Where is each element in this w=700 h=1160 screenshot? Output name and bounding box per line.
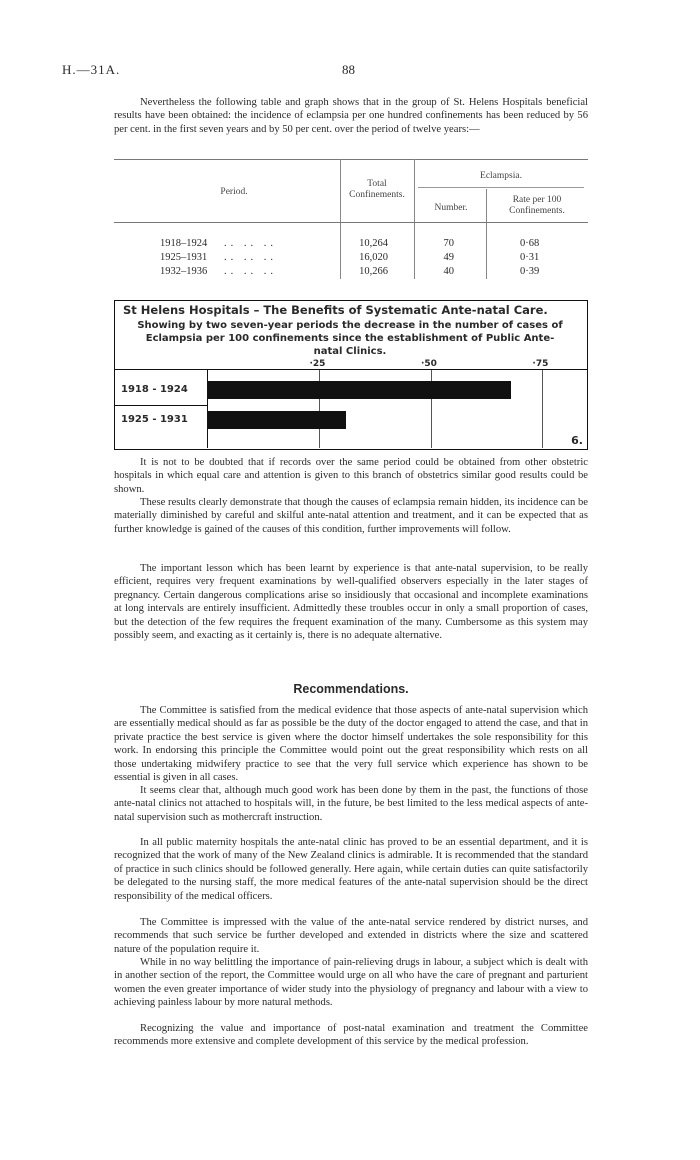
cell-rate: 0·68 <box>520 238 540 249</box>
table-divider <box>486 189 487 279</box>
chart-subtitle: Showing by two seven-year periods the decrease in the number of cases of Eclampsia per 100 confinements since the establishment of Public Ante-natal Clinics. <box>137 320 563 357</box>
recommendation-paragraph: It seems clear that, although much good work has been done by them in the past, the functions of those ante-natal clinics not attached to hospitals will, in the future, be best limited to the less medical aspects of ante-natal supervision such as mothercraft instruction. <box>114 785 588 823</box>
category-label: 1918 - 1924 <box>121 384 188 395</box>
body-paragraph: It is not to be doubted that if records over the same period could be obtained from other obstetric hospitals in which equal care and attention is given to this branch of obstetrics similar good results could be shown. <box>114 457 588 495</box>
report-reference: H.—31A. <box>62 62 121 77</box>
page-number: 88 <box>342 62 355 77</box>
intro-paragraph: Nevertheless the following table and graph shows that in the group of St. Helens Hospitals beneficial results have been obtained: the incidence of eclampsia per one hundred confinements has been reduced by 56 per cent. in the first seven years and by 50 per cent. over the period of twelve years:— <box>114 97 588 135</box>
header-period: Period. <box>220 187 248 197</box>
header-eclampsia: Eclampsia. <box>480 171 522 181</box>
cell-dots: .. .. .. <box>224 266 277 277</box>
category-separator <box>115 405 207 406</box>
header-rate: Rate per 100 Confinements. <box>509 195 565 216</box>
eclampsia-bar-chart <box>114 300 588 450</box>
eclampsia-subrule <box>418 187 584 188</box>
header-total-confinements: Total Confinements. <box>349 179 405 200</box>
recommendation-paragraph: Recognizing the value and importance of post-natal examination and treatment the Committee recommends more extensive and complete development of this service by the medical profession. <box>114 1023 588 1048</box>
cell-rate: 0·39 <box>520 266 540 277</box>
cell-dots: .. .. .. <box>224 238 277 249</box>
table-divider <box>414 159 415 279</box>
cell-total: 10,266 <box>359 266 388 277</box>
tick-label: ·75 <box>532 359 549 369</box>
table-header-rule <box>114 222 588 223</box>
table-divider <box>340 159 341 279</box>
body-paragraph: These results clearly demonstrate that though the causes of eclampsia remain hidden, its incidence can be materially diminished by careful and skilful ante-natal attention and treatment, and it can be expected that as further knowledge is gained of the causes of this condition, further improvements will follow. <box>114 497 588 535</box>
cell-number: 49 <box>443 252 454 263</box>
cell-total: 10,264 <box>359 238 388 249</box>
cell-rate: 0·31 <box>520 252 540 263</box>
cell-period: 1918–1924 <box>160 238 208 249</box>
recommendation-paragraph: The Committee is satisfied from the medical evidence that those aspects of ante-natal supervision which are essentially medical should as far as possible be the duty of the doctor engaged to attend the case, and that in private practice the best service is given where the doctor himself undertakes the sole responsibility for this work. In endorsing this principle the Committee would point out the great responsibility which rests on all those undertaking midwifery practice to see that the very full service which experience has shown to be essential is given in all cases. <box>114 705 588 784</box>
recommendation-paragraph: In all public maternity hospitals the ante-natal clinic has proved to be an essential department, and it is recognized that the work of many of the New Zealand clinics is admirable. It is recommended that the standard of practice in such clinics should be followed generally. Here again, while certain duties can quite satisfactorily be delegated to the nursing staff, the more medical features of the ante-natal supervision should be the direct responsibility of the medical officers. <box>114 837 588 902</box>
recommendation-paragraph: The Committee is impressed with the value of the ante-natal service rendered by district nurses, and recommends that such service be further developed and extended in districts where the size and scattered nature of the population require it. <box>114 917 588 955</box>
body-paragraph: The important lesson which has been learnt by experience is that ante-natal supervision, to be really efficient, requires very frequent examinations by well-qualified observers especially in the later stages of pregnancy. Certain dangerous complications arise so insidiously that occasional and incomplete examinations at long intervals are entirely insufficient. Admittedly these troubles occur in only a small proportion of cases, but the detection of the few requires the frequent examination of the many. Cumbersome as this system may possibly seem, and exacting as it certainly is, there is no adequate alternative. <box>114 563 588 642</box>
cell-total: 16,020 <box>359 252 388 263</box>
bar <box>208 381 511 399</box>
gridline <box>542 370 543 448</box>
recommendation-paragraph: While in no way belittling the importance of pain-relieving drugs in labour, a subject which is dealt with in another section of the report, the Committee would urge on all who have the care of pregnant and parturient women the even greater importance of wider study into the physiology of pregnancy and labour with a view to achieving painless labour by more natural methods. <box>114 957 588 1009</box>
chart-title: St Helens Hospitals – The Benefits of Systematic Ante-natal Care. <box>123 303 548 317</box>
cell-period: 1925–1931 <box>160 252 208 263</box>
cell-number: 40 <box>443 266 454 277</box>
figure-number: 6. <box>571 434 583 447</box>
bar <box>208 411 346 429</box>
table-top-rule <box>114 159 588 160</box>
recommendations-heading: Recommendations. <box>293 682 409 696</box>
category-label: 1925 - 1931 <box>121 414 188 425</box>
cell-period: 1932–1936 <box>160 266 208 277</box>
chart-header-rule <box>115 369 587 370</box>
header-number: Number. <box>434 203 468 213</box>
tick-label: ·50 <box>420 359 437 369</box>
tick-label: ·25 <box>309 359 326 369</box>
cell-number: 70 <box>443 238 454 249</box>
cell-dots: .. .. .. <box>224 252 277 263</box>
